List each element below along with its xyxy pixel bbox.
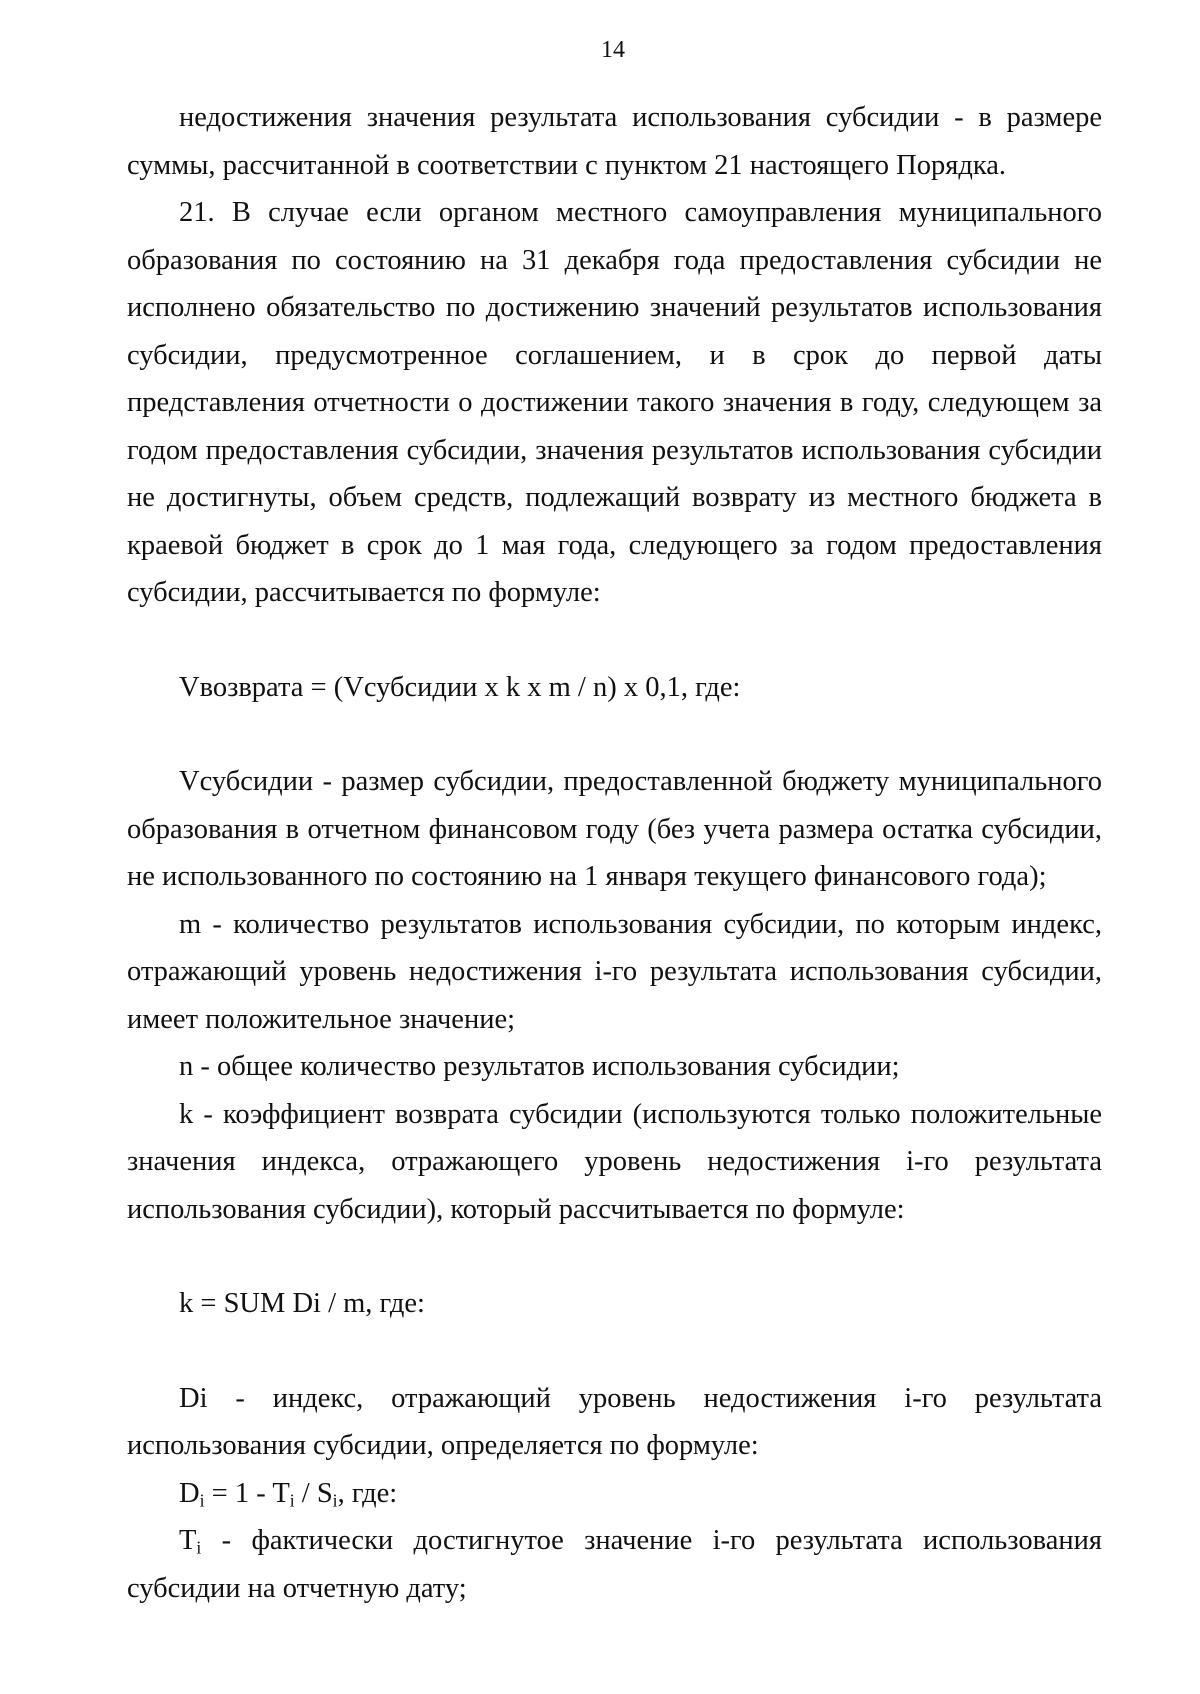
definition-ti-symbol: T [179,1525,197,1556]
formula-di-slash: / [294,1477,317,1509]
paragraph-continuation: недостижения значения результата использования субсидии - в размере суммы, рассчитанной в соответствии с пунктом 21 настоящего Порядка. [127,102,1102,181]
page-number: 14 [601,37,625,63]
definition-ti [127,1517,1102,1612]
definition-ti-text: - фактически достигнутое значение i-го результата использования субсидии на отчетную дату; [127,1525,1102,1604]
document-body [127,94,1102,1612]
definition-n: n - общее количество результатов использования субсидии; [179,1051,900,1082]
formula-di-tail: , где: [337,1477,398,1509]
paragraph-clause-21: 21. В случае если органом местного самоуправления муниципального образования по состоянию на 31 декабря года предоставления субсидии не исполнено обязательство по достижению значений результатов использования субсидии, предусмотренное соглашением, и в срок до первой даты представления отчетности о достижении такого значения в году, следующем за годом предоставления субсидии, значения результатов использования субсидии не достигнуты, объем средств, подлежащий возврату из местного бюджета в краевой бюджет в срок до 1 мая года, следующего за годом предоставления субсидии, рассчитывается по формуле: [127,197,1102,608]
formula-di [127,1470,1102,1518]
definition-ti-sub: i [196,1537,202,1558]
definition-k: k - коэффициент возврата субсидии (используются только положительные значения индекса, отражающего уровень недостижения i-го результата использования субсидии), который рассчитывается по формуле: [127,1098,1102,1225]
formula-di-t-sub: i [289,1489,295,1510]
formula-di-d: D [179,1477,200,1509]
formula-di-mid: = 1 - [204,1477,273,1509]
formula-di-t: T [272,1477,290,1509]
formula-k: k = SUM Di / m, где: [179,1288,425,1319]
formula-di-s-sub: i [332,1489,338,1510]
formula-di-s: S [316,1477,333,1509]
definition-v-subsidy: Vсубсидии - размер субсидии, предоставленной бюджету муниципального образования в отчетном финансовом году (без учета размера остатка субсидии, не использованного по состоянию на 1 января текущего финансового года); [127,766,1102,892]
definition-di: Di - индекс, отражающий уровень недостижения i-го результата использования субсидии, определяется по формуле: [127,1382,1102,1461]
formula-di-d-sub: i [199,1489,205,1510]
definition-m: m - количество результатов использования субсидии, по которым индекс, отражающий уровень недостижения i-го результата использования субсидии, имеет положительное значение; [127,908,1102,1035]
formula-v-return: Vвозврата = (Vсубсидии x k x m / n) x 0,1, где: [179,671,741,703]
